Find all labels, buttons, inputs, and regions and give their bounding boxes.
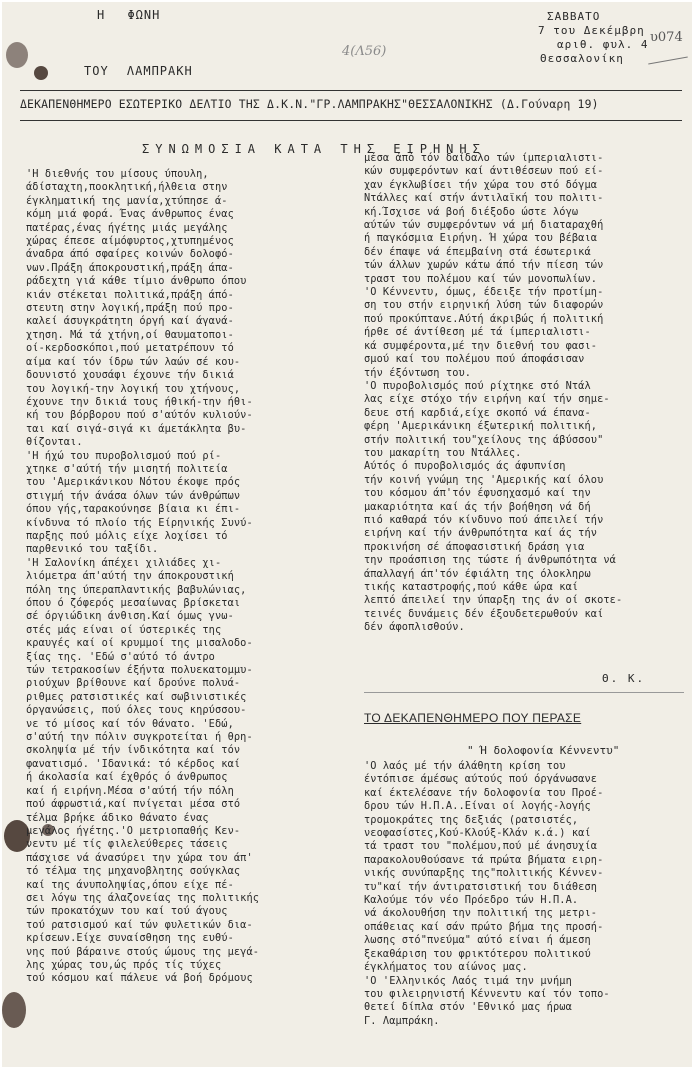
section-line: 'Ο λαός μέ τήν άλάθητη κρίση του xyxy=(364,760,566,772)
article-line: φανατισμό. 'Ιδανικά: τό κέρδος καί xyxy=(26,757,241,770)
article-line: ται καί σιγά-σιγά κι άμετάκλητα βυ- xyxy=(26,422,247,435)
article-line: αίμα καί τόν ίδρω τών λαών σέ κου- xyxy=(26,355,241,368)
article-line: κών συμφερόντων καί άντιθέσεων πού εί- xyxy=(364,165,604,178)
article-signature: Θ. Κ. xyxy=(602,672,646,685)
article-line: χώρας έπεσε αίμόφυρτος,χτυπημένος xyxy=(26,235,234,248)
article-line: παρθενικό του ταξίδι. xyxy=(26,543,159,556)
section-subheading: " Ή δολοφονία Κέννεντυ" xyxy=(467,744,620,757)
article-line: τήν έξόντωση του. xyxy=(364,366,472,379)
article-line: δευε στή καρδιά,είχε σκοπό νά έπανα- xyxy=(364,406,591,419)
section-line: έγκλήματος του αίώνος μας. xyxy=(364,961,528,974)
article-line: λεπτό άπειλεί την ύπαρξη της άν οί σκοτε- xyxy=(364,594,623,607)
section-body xyxy=(364,760,610,1028)
article-line: στήν πολιτική του"χείλους της άβύσσου" xyxy=(364,433,604,446)
handwritten-code: υ074 xyxy=(650,30,683,45)
article-line: κρίσεων.Είχε συναίσθηση της ευθύ- xyxy=(26,932,234,945)
article-line: νεντυ μέ τίς φιλελεύθερες τάσεις xyxy=(26,838,228,851)
section-title: ΤΟ ΔΕΚΑΠΕΝΘΗΜΕΡΟ ΠΟΥ ΠΕΡΑΣΕ xyxy=(364,711,582,725)
article-line: άναδρα άπό σφαίρες κοινών δολοφό- xyxy=(26,248,234,261)
article-line: ή άκολασία καί έχθρός ό άνθρωπος xyxy=(26,771,228,784)
article-line: καλεί άσυγκράτητη όργή καί άγανά- xyxy=(26,315,234,328)
header-rule-bottom xyxy=(20,120,682,121)
article-line: όπου γής,ταρακούνησε βίαια κι έπι- xyxy=(26,503,241,516)
section-line: δρου τών Η.Π.Α..Είναι οί λογής-λογής xyxy=(364,800,591,813)
article-line: τέλμα βρήκε άδικο θάνατο ένας xyxy=(26,811,209,824)
section-line: Καλούμε τόν νέο Πρόεδρο τών Η.Π.Α. xyxy=(364,894,579,907)
issue-number: αριθ. φυλ. 4 xyxy=(557,38,649,51)
article-line: ράδεχτη γιά κάθε τίμιο άνθρωπο όπου xyxy=(26,275,247,288)
section-line: νά άκολουθήση την πολιτική της μετρι- xyxy=(364,907,598,920)
article-line: τών τετρακοσίων έξήντα πολυεκατομμυ- xyxy=(26,664,253,677)
article-line: στιγμή τήν άνάσα όλων τών άνθρώπων xyxy=(26,489,241,502)
article-line: πατέρας,ένας ήγέτης μιάς μεγάλης xyxy=(26,221,228,234)
section-line: Γ. Λαμπράκη. xyxy=(364,1014,440,1027)
article-line: μέσα άπό τόν δαίδαλο τών ίμπεριαλιστι- xyxy=(364,152,604,164)
article-line: ριούχων βρίθουνε καί δρούνε πολυά- xyxy=(26,677,241,690)
article-line: δέν έπαψε νά έπεμβαίνη στά έσωτερικά xyxy=(364,245,591,258)
article-line: ξίας της. 'Εδώ σ'αύτό τό άντρο xyxy=(26,650,215,663)
article-line: ση του στήν ειρηνική λύση τών διαφορών xyxy=(364,299,604,312)
section-line: τά τραστ του "πολέμου,πού μέ άνησυχία xyxy=(364,840,598,853)
section-line: έντόπισε άμέσως αύτούς πού όργάνωσανε xyxy=(364,773,598,786)
handwritten-underline xyxy=(648,57,688,65)
article-line: 'Η διεθνής του μίσους ύπουλη, xyxy=(26,168,209,180)
article-line: πιό καθαρά τόν κίνδυνο πού άπειλεί τήν xyxy=(364,513,604,526)
handwritten-reference: 4(Λ56) xyxy=(342,44,387,59)
article-line: λιόμετρα άπ'αύτή την άποκρουστική xyxy=(26,570,234,583)
article-line: τραστ του πολέμου καί τών μονοπωλίων. xyxy=(364,272,598,285)
header-rule-top xyxy=(20,90,682,91)
article-line: 'Ο Κέννεντυ, όμως, έδειξε τήν προτίμη- xyxy=(364,286,604,299)
article-line: καί της άνυποληψίας,όπου είχε πέ- xyxy=(26,878,234,891)
article-line: σ'αύτή την πόλιν συγκροτείται ή θρη- xyxy=(26,731,253,744)
article-line: νε τό μίσος καί τόν θάνατο. 'Εδώ, xyxy=(26,717,234,730)
article-line: την προάσπιση της τώστε ή άνθρωπότητα νά xyxy=(364,554,616,567)
section-line: θετεί δίπλα στόν 'Εθνικό μας ήρωα xyxy=(364,1001,572,1014)
section-line: του φιλειρηνιστή Κέννεντυ καί τόν τοπο- xyxy=(364,987,610,1000)
section-line: τρομοκράτες της δεξιάς (ρατσιστές, xyxy=(364,813,579,826)
article-line: Ντάλλες καί στήν άντιλαϊκή του πολιτι- xyxy=(364,192,604,205)
article-line: του 'Αμερικάνικου Νότου έκοψε πρός xyxy=(26,476,241,489)
article-line: δουνιστό χουσάφι έχουνε τήν δικιά xyxy=(26,369,234,382)
section-line: νεοφασίστες,Κού-Κλούξ-Κλάν κ.ά.) καί xyxy=(364,827,591,840)
article-line: σκοληψία μέ τήν ίνδικότητα καί τόν xyxy=(26,744,241,757)
article-line: του μακαρίτη του Ντάλλες. xyxy=(364,446,522,459)
article-line: τεινές δυνάμεις δέν έξουδετερωθούν καί xyxy=(364,607,604,620)
article-line: δέν άφοπλισθούν. xyxy=(364,621,465,634)
article-line: τού ρατσισμού καί τών φυλετικών δια- xyxy=(26,918,253,931)
article-left-column xyxy=(26,168,259,986)
article-line: πού προκύπτανε.Αύτή άκριβώς ή πολιτική xyxy=(364,312,604,325)
section-line: ξεκαθάριση του φρικτότερου πολιτικού xyxy=(364,947,591,960)
article-line: του λογική-την λογική του χτήνους, xyxy=(26,382,241,395)
article-line: του κόσμου άπ'τόν έφυσηχασμό καί την xyxy=(364,487,591,500)
article-line: φέρη 'Αμερικάνικη έξωτερική πολιτική, xyxy=(364,420,598,433)
article-line: κιάν στέκεται πολιτικά,πράξη άπό- xyxy=(26,288,234,301)
article-line: κραυγές καί οί κρυμμοί της μισαλοδο- xyxy=(26,637,253,650)
article-line: σέ όργιώδικη άνθιση.Καί όμως γνω- xyxy=(26,610,234,623)
section-line: λωσης στό"πνεύμα" αύτό είναι ή άμεση xyxy=(364,934,591,947)
article-line: χαν έγκλωβίσει τήν χώρα του στό δόγμα xyxy=(364,178,598,191)
article-line: κά συμφέροντα,μέ την διεθνή του φασι- xyxy=(364,339,598,352)
article-line: σμού καί του πολέμου πού άποφάσισαν xyxy=(364,353,585,366)
article-right-column xyxy=(364,152,622,635)
article-line: έχουνε την δικιά τους ήθική-την ήθι- xyxy=(26,395,253,408)
stain-mark xyxy=(2,992,26,1028)
article-title: ΣΥΝΩΜΟΣΙΑ ΚΑΤΑ ΤΗΣ ΕΙΡΗΝΗΣ xyxy=(142,142,486,156)
article-line: παρξης πού μόλις είχε λοχίσει τό xyxy=(26,529,228,542)
article-line: ειρήνη καί τήν άνθρωπότητα καί άς τήν xyxy=(364,527,598,540)
stain-mark xyxy=(6,42,28,68)
article-line: όργανώσεις, πού όλες τους κηρύσσου- xyxy=(26,704,247,717)
date-day: 7 του Δεκέμβρη xyxy=(538,24,645,37)
issue-city: Θεσσαλονίκη xyxy=(540,52,624,65)
article-line: κίνδυνα τό πλοίο τής Είρηνικής Συνύ- xyxy=(26,516,253,529)
article-line: οί-κερδοσκόποι,πού μετατρέπουν τό xyxy=(26,342,234,355)
article-line: 'Η ήχώ του πυροβολισμού πού ρί- xyxy=(26,449,222,462)
article-line: ή παγκόσμια Ειρήνη. Ή χώρα του βέβαια xyxy=(364,232,598,245)
article-line: κή.Ίσχισε νά βοή διέξοδο ώστε λόγω xyxy=(364,205,579,218)
article-line: πού άφρωστιά,καί πνίγεται μέσα στό xyxy=(26,798,241,811)
section-line: καί έκτελέσανε τήν δολοφονία του Προέ- xyxy=(364,786,604,799)
masthead-line1: Η ΦΩΝΗ xyxy=(97,8,161,22)
article-line: τήν κοινή γνώμη της 'Αμερικής καί όλου xyxy=(364,473,604,486)
article-line: τών άλλων χωρών κάτω άπό τήν πίεση τών xyxy=(364,259,604,272)
article-line: ήρθε σέ άντίθεση μέ τά ίμπεριαλιστι- xyxy=(364,326,591,339)
article-line: 'Ο πυροβολισμός πού ρίχτηκε στό Ντάλ xyxy=(364,379,591,392)
section-line: τυ"καί τήν άντιρατσιστική του διάθεση xyxy=(364,880,598,893)
section-line: οπάθειας καί σάν πρώτο βήμα της προσή- xyxy=(364,920,604,933)
article-line: νων.Πράξη άποκρουστική,πράξη άπα- xyxy=(26,261,234,274)
article-line: έγκληματική της μανία,χτύπησε ά- xyxy=(26,194,228,207)
article-line: κή του βόρβορου πού σ'αύτόν κυλιούν- xyxy=(26,409,253,422)
section-line: 'Ο 'Ελληνικός Λαός τιμά την μνήμη xyxy=(364,974,572,987)
article-line: Αύτός ό πυροβολισμός άς άφυπνίση xyxy=(364,460,566,473)
article-line: θίζονται. xyxy=(26,436,83,449)
section-line: νικής συνύπαρξης της"πολιτικής Κέννεν- xyxy=(364,867,604,880)
article-line: τό τέλμα της μηχανοβλητης σούγκλας xyxy=(26,865,241,878)
article-line: όπου ό ζόφερός μεσαίωνας βρίσκεται xyxy=(26,597,241,609)
article-line: τών προκατόχων του καί τού άγους xyxy=(26,905,228,918)
date-weekday: ΣΑΒΒΑΤΟ xyxy=(547,10,601,23)
article-line: σει λόγω της άλαζονείας της πολιτικής xyxy=(26,891,260,904)
section-divider xyxy=(364,692,684,693)
article-line: στευτη στην λογική,πράξη πού προ- xyxy=(26,302,234,315)
article-line: άπαλλαγή άπ'τόν έφιάλτη της όλοκληρω xyxy=(364,567,591,580)
article-line: χτηση. Μά τά χτήνη,οί θαυματοποι- xyxy=(26,328,234,341)
article-line: χτηκε σ'αύτή τήν μισητή πολιτεία xyxy=(26,462,228,475)
article-line: μεγάλος ήγέτης.'Ο μετριοπαθής Κεν- xyxy=(26,824,241,837)
article-line: ριθμες ρατσιστικές καί σωβινιστικές xyxy=(26,690,247,703)
article-line: νης πού βάραινε στούς ώμους της μεγά- xyxy=(26,945,260,958)
stain-mark xyxy=(34,66,48,80)
article-line: λας είχε στόχο τήν ειρήνη καί τήν σημε- xyxy=(364,393,610,406)
article-line: τού κόσμου καί πάλευε νά βοή δρόμους xyxy=(26,972,253,985)
article-line: μακαριότητα καί άς τήν βοήθηση νά δή xyxy=(364,500,591,513)
article-line: καί ή ειρήνη.Μέσα σ'αύτή τήν πόλη xyxy=(26,784,234,797)
article-line: άδίσταχτη,ποοκλητική,ήλθεια στην xyxy=(26,181,228,194)
newsletter-page xyxy=(2,2,692,1067)
article-line: λης χώρας του,ώς πρός τίς τύχες xyxy=(26,958,222,971)
bulletin-line: ΔΕΚΑΠΕΝΘΗΜΕΡΟ ΕΣΩΤΕΡΙΚΟ ΔΕΛΤΙΟ ΤΗΣ Δ.Κ.Ν."ΓΡ.ΛΑΜΠΡΑΚΗΣ"ΘΕΣΣΑΛΟΝΙΚΗΣ (Δ.Γούναρη 19) xyxy=(20,97,599,111)
masthead-line2: ΤΟΥ ΛΑΜΠΡΑΚΗ xyxy=(84,64,193,78)
article-line: πόλη της ύπεραπλαντικής βαβυλώνιας, xyxy=(26,583,247,596)
article-line: πάσχισε νά άνασύρει την χώρα του άπ' xyxy=(26,851,253,864)
article-line: αύτών τών συμφερόντων νά μή διαταραχθή xyxy=(364,219,604,232)
article-line: τικής καταστροφής,πού κάθε ώρα καί xyxy=(364,581,579,593)
article-line: κόμη μιά φορά. Ένας άνθρωπος ένας xyxy=(26,208,234,221)
article-line: προκινήση σέ άποφασιστική δράση για xyxy=(364,540,585,553)
section-line: παρακολουθούσανε τά πρώτα βήματα ειρη- xyxy=(364,853,604,866)
article-line: στές μάς είναι οί ύστερικές της xyxy=(26,623,222,636)
article-line: 'Η Σαλονίκη άπέχει χιλιάδες χι- xyxy=(26,556,222,569)
